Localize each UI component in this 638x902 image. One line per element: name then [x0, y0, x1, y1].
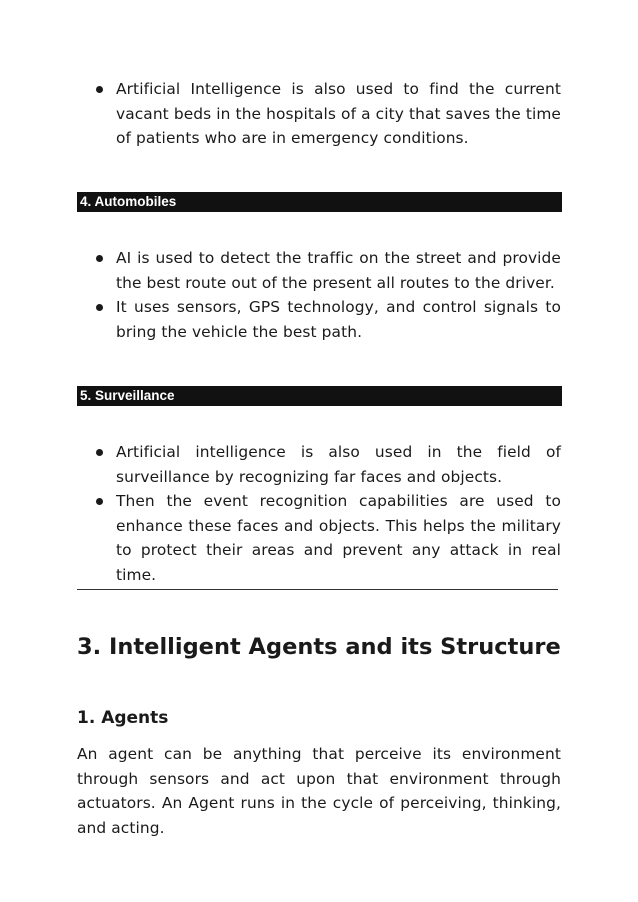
horizontal-divider: [77, 589, 558, 590]
section-title: 3. Intelligent Agents and its Structure: [77, 634, 561, 660]
bullet-text: Artificial Intelligence is also used to find the current vacant beds in the hospitals of a city that saves the time of patients who are in emergency conditions.: [116, 80, 561, 147]
bullet-dot: [96, 498, 103, 505]
agents-paragraph: An agent can be anything that perceive its environment through sensors and act upon that environment through actuators. An Agent runs in the cycle of perceiving, thinking, and acting.: [77, 745, 561, 837]
list-item: [77, 295, 561, 344]
bullet-text: AI is used to detect the traffic on the street and provide the best route out of the present all routes to the driver.: [116, 249, 561, 292]
list-item: [77, 246, 561, 295]
list-item: [77, 489, 561, 587]
list-item: [77, 440, 561, 489]
list-item: [77, 77, 561, 151]
healthcare-bullet-list: [77, 77, 561, 151]
bullet-text: It uses sensors, GPS technology, and control signals to bring the vehicle the best path.: [116, 298, 561, 341]
bullet-dot: [96, 449, 103, 456]
automobiles-bullet-list: [77, 246, 561, 344]
section-heading-automobiles: 4. Automobiles: [77, 192, 562, 212]
bullet-dot: [96, 255, 103, 262]
subsection-title: 1. Agents: [77, 708, 169, 728]
bullet-dot: [96, 86, 103, 93]
surveillance-bullet-list: [77, 440, 561, 587]
bullet-text: Artificial intelligence is also used in the field of surveillance by recognizing far faces and objects.: [116, 443, 561, 486]
section-heading-surveillance: 5. Surveillance: [77, 386, 562, 406]
bullet-text: Then the event recognition capabilities are used to enhance these faces and objects. This helps the military to protect their areas and prevent any attack in real time.: [116, 492, 561, 584]
bullet-dot: [96, 304, 103, 311]
